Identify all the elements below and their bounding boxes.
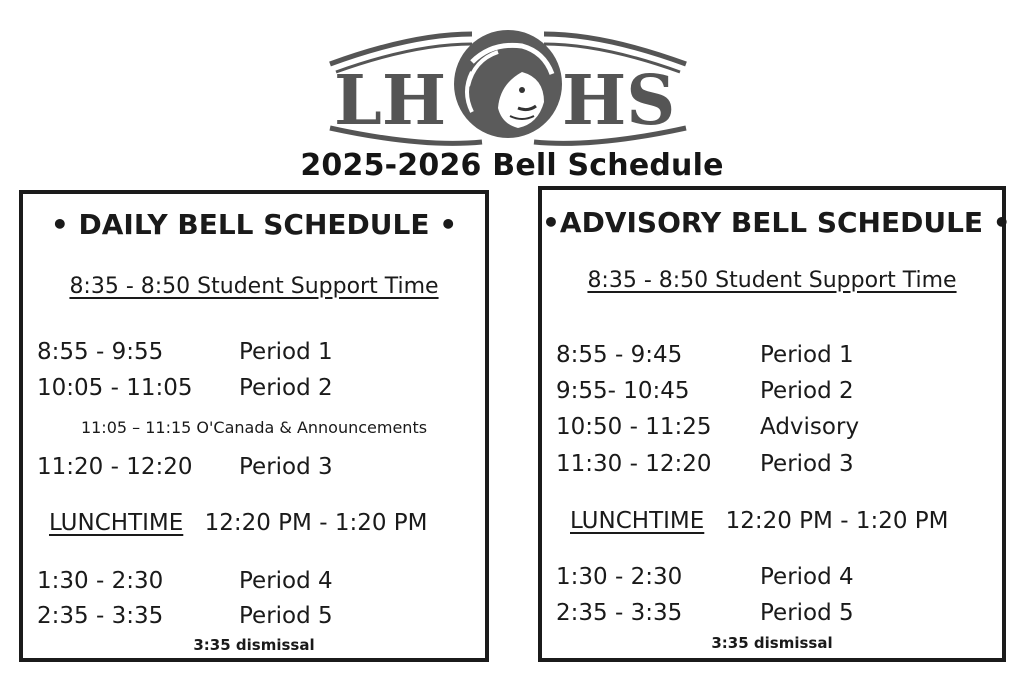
school-logo [322, 12, 694, 152]
row-time: 8:55 - 9:45 [556, 342, 683, 368]
row-period: Period 3 [760, 451, 854, 477]
lunch-label: LUNCHTIME [49, 510, 184, 536]
page-title: 2025-2026 Bell Schedule [300, 148, 724, 183]
advisory-schedule-panel [538, 186, 1011, 662]
row-period: Period 4 [760, 564, 854, 590]
row-period: Period 1 [760, 342, 854, 368]
row-time: 2:35 - 3:35 [37, 603, 164, 629]
row-period: Period 4 [239, 568, 333, 594]
row-period: Period 5 [239, 603, 333, 629]
lion-head-icon [454, 30, 562, 138]
row-period: Advisory [760, 414, 860, 440]
lunch-time: 12:20 PM - 1:20 PM [725, 508, 949, 534]
lunch-time: 12:20 PM - 1:20 PM [204, 510, 428, 536]
daily-announcement: 11:05 – 11:15 O'Canada & Announcements [80, 418, 428, 437]
row-time: 1:30 - 2:30 [556, 564, 683, 590]
daily-dismissal: 3:35 dismissal [193, 636, 315, 654]
row-time: 1:30 - 2:30 [37, 568, 164, 594]
row-time: 11:30 - 12:20 [556, 451, 712, 477]
logo-letters-right: HS [562, 61, 676, 141]
daily-support-time: 8:35 - 8:50 Student Support Time [69, 274, 439, 299]
row-period: Period 2 [239, 375, 333, 401]
lunch-label: LUNCHTIME [570, 508, 705, 534]
row-period: Period 2 [760, 378, 854, 404]
lhhs-logo-graphic [322, 12, 694, 152]
advisory-lunch [570, 508, 949, 534]
row-period: Period 3 [239, 454, 333, 480]
row-period: Period 1 [239, 339, 333, 365]
daily-schedule-panel [19, 190, 489, 662]
row-period: Period 5 [760, 600, 854, 626]
advisory-support-time: 8:35 - 8:50 Student Support Time [587, 268, 957, 293]
daily-lunch [49, 510, 428, 536]
row-time: 9:55- 10:45 [556, 378, 690, 404]
row-time: 8:55 - 9:55 [37, 339, 164, 365]
row-time: 11:20 - 12:20 [37, 454, 193, 480]
daily-heading: • DAILY BELL SCHEDULE • [50, 208, 458, 241]
logo-letters-left: LH [334, 61, 447, 141]
row-time: 10:05 - 11:05 [37, 375, 193, 401]
row-time: 2:35 - 3:35 [556, 600, 683, 626]
advisory-heading: •ADVISORY BELL SCHEDULE • [542, 206, 1011, 239]
advisory-dismissal: 3:35 dismissal [711, 634, 833, 652]
row-time: 10:50 - 11:25 [556, 414, 712, 440]
